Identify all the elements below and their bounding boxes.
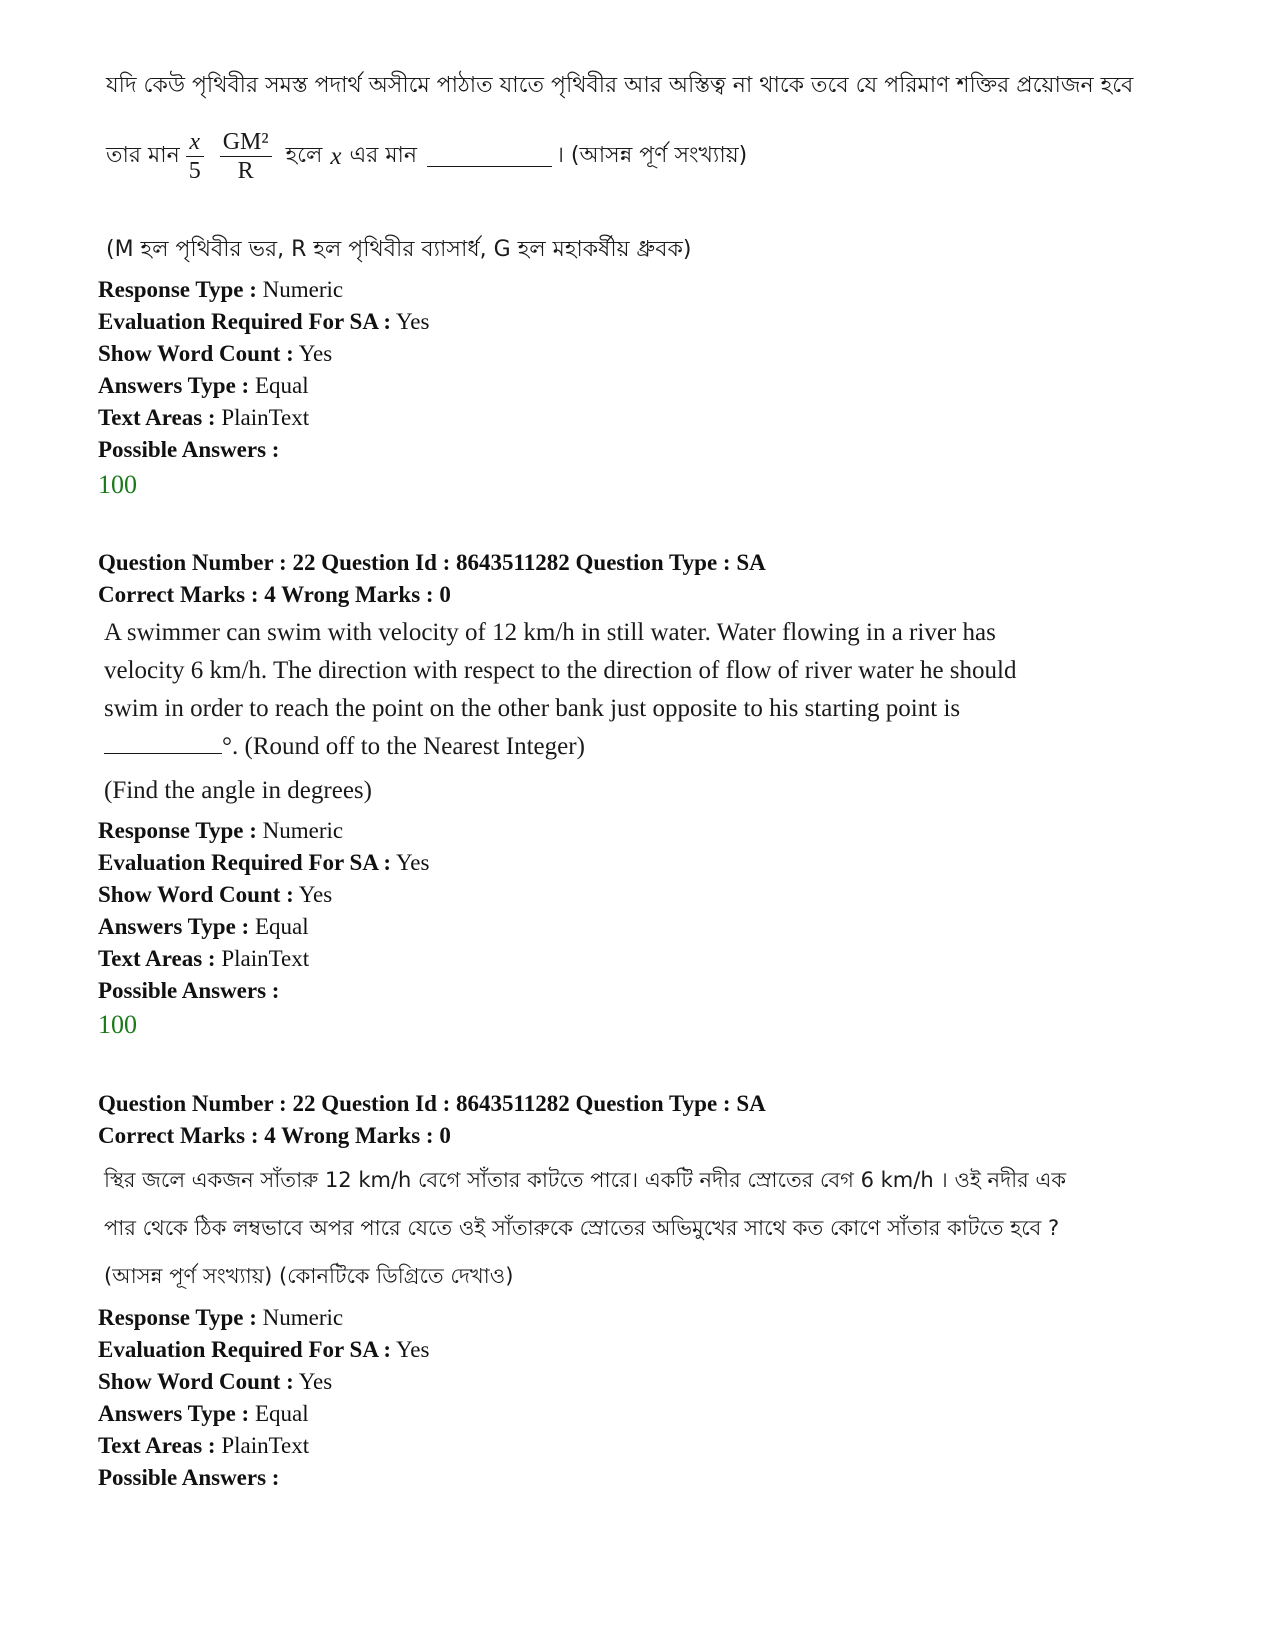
response-type-row: Response Type : Numeric xyxy=(98,277,344,302)
text-areas-row: Text Areas : PlainText xyxy=(98,1433,310,1458)
q21-line2-prefix: তার মান xyxy=(106,143,180,168)
answers-type-row: Answers Type : Equal xyxy=(98,1401,309,1426)
possible-answers-row: Possible Answers : xyxy=(98,978,280,1003)
q22-en-line-3: swim in order to reach the point on the other bank just opposite to his starting point is xyxy=(104,695,961,722)
q21-bengali-line-3: (M হল পৃথিবীর ভর, R হল পৃথিবীর ব্যাসার্ধ, G হল মহাকর্ষীয় ধ্রুবক) xyxy=(106,237,692,262)
q22-en-line-1: A swimmer can swim with velocity of 12 km/h in still water. Water flowing in a river has xyxy=(104,619,996,646)
show-word-count-row: Show Word Count : Yes xyxy=(98,341,333,366)
q22-bn-question-header: Question Number : 22 Question Id : 8643511282 Question Type : SA xyxy=(98,1091,766,1116)
fraction-x-over-5 xyxy=(186,128,204,185)
fraction-numerator: x xyxy=(186,128,204,157)
q22-bn-line-3: (আসন্ন পূর্ণ সংখ্যায়) (কোনটিকে ডিগ্রিতে দেখাও) xyxy=(104,1264,514,1288)
q22-bn-line-2: পার থেকে ঠিক লম্বভাবে অপর পারে যেতে ওই সাঁতারুকে স্রোতের অভিমুখের সাথে কত কোণে সাঁতার কাটতে হবে ? xyxy=(104,1216,1060,1240)
answers-type-row: Answers Type : Equal xyxy=(98,914,309,939)
q22-en-line-5: (Find the angle in degrees) xyxy=(104,777,372,804)
evaluation-required-row: Evaluation Required For SA : Yes xyxy=(98,1337,430,1362)
q22-en-question-header: Question Number : 22 Question Id : 8643511282 Question Type : SA xyxy=(98,550,766,575)
q22-en-marks: Correct Marks : 4 Wrong Marks : 0 xyxy=(98,582,451,607)
evaluation-required-row: Evaluation Required For SA : Yes xyxy=(98,309,430,334)
q22-en-question-text xyxy=(104,614,1129,810)
q21-line2-post: এর মান xyxy=(349,143,418,168)
q21-meta-block xyxy=(98,274,429,466)
fraction-denominator: 5 xyxy=(188,158,201,184)
fraction-gm2-over-r xyxy=(220,128,272,185)
q21-line2-end: । (আসন্ন পূর্ণ সংখ্যায়) xyxy=(556,143,748,168)
q22-en-line-4: °. (Round off to the Nearest Integer) xyxy=(104,728,1129,766)
answer-blank xyxy=(104,735,222,754)
fraction-denominator: R xyxy=(237,158,254,184)
q21-line2-mid: হলে xyxy=(285,143,323,168)
q21-bengali-line-1: যদি কেউ পৃথিবীর সমস্ত পদার্থ অসীমে পাঠাত যাতে পৃথিবীর আর অস্তিত্ব না থাকে তবে যে পরিমাণ শক্তির প্রয়োজন হবে xyxy=(106,73,1134,98)
fraction-numerator: GM² xyxy=(220,128,272,157)
text-areas-row: Text Areas : PlainText xyxy=(98,405,310,430)
q22-bn-marks: Correct Marks : 4 Wrong Marks : 0 xyxy=(98,1123,451,1148)
q22-en-possible-answer: 100 xyxy=(98,1010,137,1039)
q21-possible-answer: 100 xyxy=(98,470,137,499)
answers-type-row: Answers Type : Equal xyxy=(98,373,309,398)
text-areas-row: Text Areas : PlainText xyxy=(98,946,310,971)
q22-en-line-2: velocity 6 km/h. The direction with respect to the direction of flow of river water he should xyxy=(104,657,1017,684)
show-word-count-row: Show Word Count : Yes xyxy=(98,1369,333,1394)
q21-line2-variable: x xyxy=(330,142,342,170)
q22-bn-meta-block xyxy=(98,1302,429,1494)
q22-bn-line-1: স্থির জলে একজন সাঁতারু 12 km/h বেগে সাঁতার কাটতে পারে। একটি নদীর স্রোতের বেগ 6 km/h । ওই নদীর এক xyxy=(104,1168,1067,1192)
evaluation-required-row: Evaluation Required For SA : Yes xyxy=(98,850,430,875)
answer-blank xyxy=(427,146,552,167)
q22-en-meta-block xyxy=(98,815,429,1007)
response-type-row: Response Type : Numeric xyxy=(98,818,344,843)
possible-answers-row: Possible Answers : xyxy=(98,437,280,462)
q21-bengali-line-2 xyxy=(106,128,747,185)
possible-answers-row: Possible Answers : xyxy=(98,1465,280,1490)
show-word-count-row: Show Word Count : Yes xyxy=(98,882,333,907)
response-type-row: Response Type : Numeric xyxy=(98,1305,344,1330)
